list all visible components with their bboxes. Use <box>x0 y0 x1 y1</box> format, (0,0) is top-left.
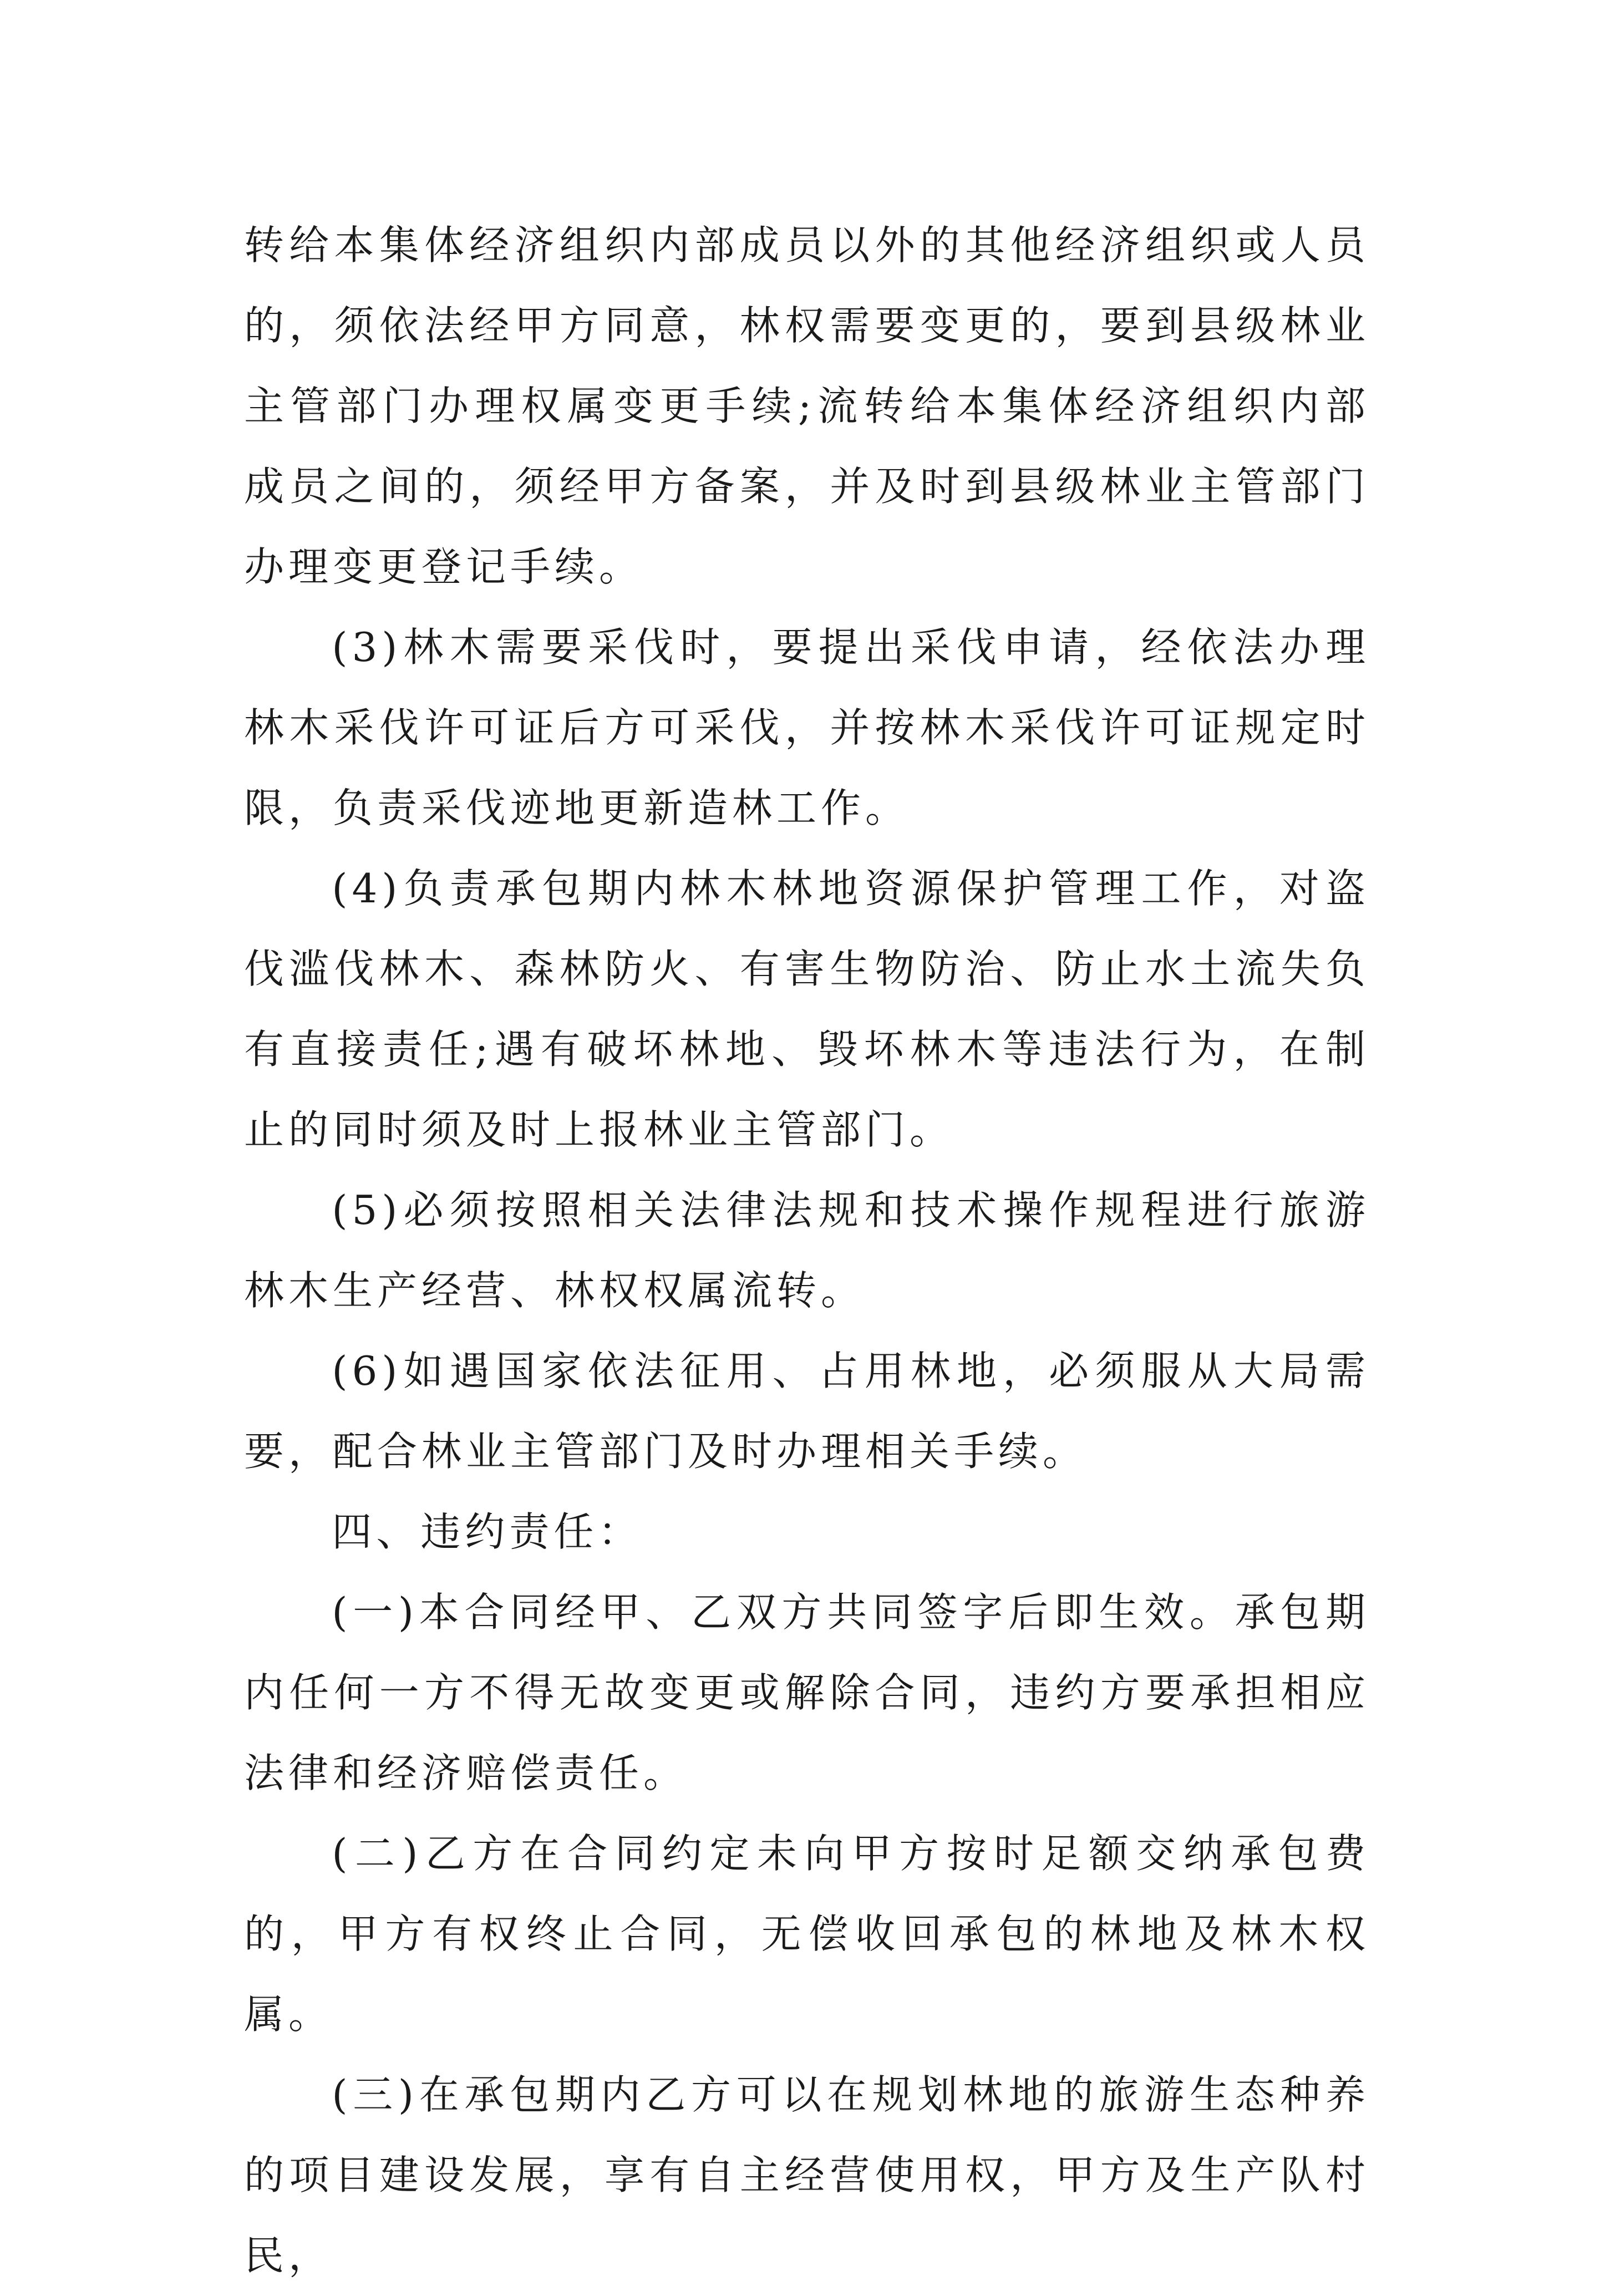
section-heading-liability: 四、违约责任： <box>332 1508 643 1555</box>
paragraph-liability-3: (三)在承包期内乙方可以在规划林地的旅游生态种养的项目建设发展，享有自主经营使用权，甲方及生产队村民， <box>244 2071 1370 2279</box>
paragraph-liability-2: (二)乙方在合同约定未向甲方按时足额交纳承包费的，甲方有权终止合同，无偿收回承包的林地及林木权属。 <box>244 1830 1370 2038</box>
paragraph-clause-6: (6)如遇国家依法征用、占用林地，必须服从大局需要，配合林业主管部门及时办理相关手续。 <box>244 1348 1370 1475</box>
paragraph-clause-5: (5)必须按照相关法律法规和技术操作规程进行旅游林木生产经营、林权权属流转。 <box>244 1187 1370 1314</box>
paragraph-clause-3: (3)林木需要采伐时，要提出采伐申请，经依法办理林木采伐许可证后方可采伐，并按林木采伐许可证规定时限，负责采伐迹地更新造林工作。 <box>244 624 1370 831</box>
document-body <box>244 205 1370 2296</box>
paragraph-continuation: 转给本集体经济组织内部成员以外的其他经济组织或人员的，须依法经甲方同意，林权需要变更的，要到县级林业主管部门办理权属变更手续;流转给本集体经济组织内部成员之间的，须经甲方备案，并及时到县级林业主管部门办理变更登记手续。 <box>244 222 1370 590</box>
paragraph-clause-4: (4)负责承包期内林木林地资源保护管理工作，对盗伐滥伐林木、森林防火、有害生物防治、防止水土流失负有直接责任;遇有破坏林地、毁坏林木等违法行为，在制止的同时须及时上报林业主管部门。 <box>244 865 1370 1153</box>
paragraph-liability-1: (一)本合同经甲、乙双方共同签字后即生效。承包期内任何一方不得无故变更或解除合同，违约方要承担相应法律和经济赔偿责任。 <box>244 1589 1370 1796</box>
